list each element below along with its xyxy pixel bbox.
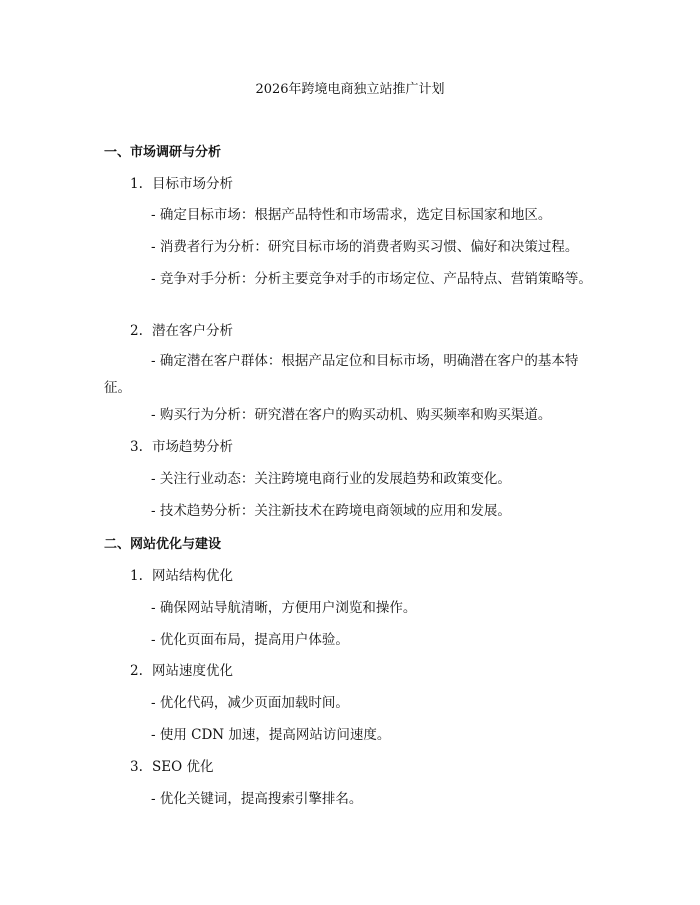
bullet-item: - 确定潜在客户群体：根据产品定位和目标市场，明确潜在客户的基本特征。 — [104, 353, 579, 396]
subsection-number: 1. — [130, 176, 143, 192]
subsection-heading — [130, 759, 213, 775]
bullet-item: - 关注行业动态：关注跨境电商行业的发展趋势和政策变化。 — [151, 471, 511, 487]
subsection-number: 3. — [130, 759, 143, 775]
bullet-item: - 购买行为分析：研究潜在客户的购买动机、购买频率和购买渠道。 — [151, 407, 552, 423]
subsection-label: 目标市场分析 — [152, 176, 233, 192]
subsection-heading — [130, 323, 233, 339]
subsection-heading — [130, 176, 233, 192]
section-heading: 二、网站优化与建设 — [104, 537, 222, 552]
bullet-item: - 确定目标市场：根据产品特性和市场需求，选定目标国家和地区。 — [151, 207, 552, 223]
bullet-item: - 优化代码，减少页面加载时间。 — [151, 695, 349, 711]
subsection-heading — [130, 663, 233, 679]
bullet-item: - 使用 CDN 加速，提高网站访问速度。 — [151, 727, 391, 743]
bullet-item: - 优化页面布局，提高用户体验。 — [151, 632, 349, 648]
document-title: 2026年跨境电商独立站推广计划 — [255, 82, 445, 97]
subsection-number: 1. — [130, 568, 143, 584]
subsection-heading — [130, 568, 233, 584]
subsection-heading — [130, 439, 233, 455]
bullet-item: - 消费者行为分析：研究目标市场的消费者购买习惯、偏好和决策过程。 — [151, 239, 579, 255]
bullet-item: - 优化关键词，提高搜索引擎排名。 — [151, 791, 363, 807]
subsection-label: SEO 优化 — [152, 759, 214, 775]
subsection-label: 网站速度优化 — [152, 663, 233, 679]
subsection-label: 网站结构优化 — [152, 568, 233, 584]
bullet-item: - 确保网站导航清晰，方便用户浏览和操作。 — [151, 600, 417, 616]
subsection-label: 市场趋势分析 — [152, 439, 233, 455]
subsection-number: 2. — [130, 663, 143, 679]
subsection-number: 3. — [130, 439, 143, 455]
subsection-label: 潜在客户分析 — [152, 323, 233, 339]
section-heading: 一、市场调研与分析 — [104, 145, 222, 160]
bullet-item: - 技术趋势分析：关注新技术在跨境电商领域的应用和发展。 — [151, 503, 511, 519]
bullet-item: - 竞争对手分析：分析主要竞争对手的市场定位、产品特点、营销策略等。 — [151, 271, 592, 287]
subsection-number: 2. — [130, 323, 143, 339]
